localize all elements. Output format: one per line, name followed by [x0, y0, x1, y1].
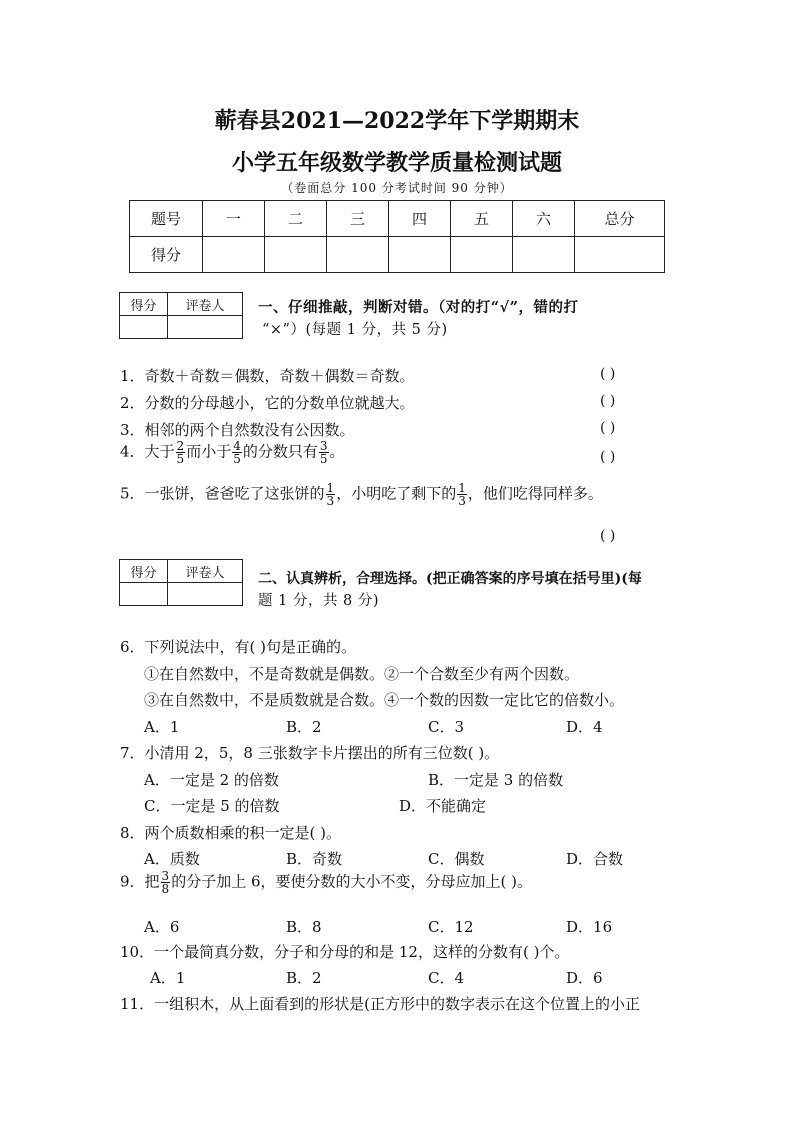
q9-text-a: 9．把 [120, 872, 160, 891]
score-cell: 二 [265, 201, 327, 237]
score-input-cell[interactable] [513, 237, 575, 273]
question-5 [120, 482, 603, 507]
section2-heading-line2: 题 1 分，共 8 分) [258, 593, 380, 609]
fraction-denominator: 5 [233, 452, 241, 466]
option-b[interactable]: B．一定是 3 的倍数 [428, 771, 564, 789]
question-7: 7．小清用 2，5，8 三张数字卡片摆出的所有三位数( )。 [120, 744, 500, 762]
fraction-numerator: 3 [161, 869, 170, 883]
fraction-numerator: 1 [326, 481, 335, 495]
answer-paren-3[interactable]: ( ) [600, 420, 616, 436]
grader-name-label: 评卷人 [168, 560, 243, 583]
fraction-3-8 [161, 870, 171, 895]
grader-score-label: 得分 [120, 293, 168, 316]
q4-text-c: 的分数只有 [242, 442, 318, 461]
section1-heading-line2: “×”）(每题 1 分，共 5 分) [262, 322, 448, 338]
fraction-numerator: 3 [319, 439, 328, 453]
grader-name-label: 评卷人 [168, 293, 243, 316]
q6-statements-1: ①在自然数中，不是奇数就是偶数。②一个合数至少有两个因数。 [144, 665, 580, 683]
option-c[interactable]: C．12 [428, 918, 474, 936]
score-cell: 得分 [130, 237, 203, 273]
question-3: 3．相邻的两个自然数没有公因数。 [120, 421, 355, 439]
grader-score-input[interactable] [120, 316, 168, 339]
grader-name-input[interactable] [168, 316, 243, 339]
fraction-denominator: 5 [319, 452, 328, 466]
question-6: 6．下列说法中，有( )句是正确的。 [120, 638, 357, 656]
exam-title-line2: 小学五年级数学教学质量检测试题 [231, 150, 562, 176]
grader-score-input[interactable] [120, 583, 168, 606]
fraction-denominator: 8 [161, 882, 170, 896]
answer-paren-2[interactable]: ( ) [600, 393, 616, 409]
fraction-4-5 [232, 440, 242, 465]
q4-text-b: 而小于 [186, 442, 232, 461]
option-b[interactable]: B．奇数 [286, 850, 343, 868]
option-d[interactable]: D．4 [566, 718, 603, 736]
q5-text-a: 5．一张饼，爸爸吃了这张饼的 [120, 484, 325, 503]
option-a[interactable]: A．质数 [144, 850, 200, 868]
score-cell: 六 [513, 201, 575, 237]
option-d[interactable]: D．不能确定 [399, 797, 487, 815]
option-d[interactable]: D．6 [566, 969, 603, 987]
answer-paren-4[interactable]: ( ) [600, 449, 616, 465]
fraction-numerator: 2 [176, 439, 185, 453]
fraction-denominator: 3 [326, 494, 335, 508]
option-c[interactable]: C．4 [428, 969, 465, 987]
question-9 [120, 870, 532, 895]
question-10: 10．一个最简真分数，分子和分母的和是 12，这样的分数有( )个。 [120, 943, 570, 961]
fraction-1-3 [457, 482, 467, 507]
q5-text-c: ，他们吃得同样多。 [467, 484, 603, 503]
q4-text-a: 4．大于 [120, 442, 175, 461]
score-cell: 一 [203, 201, 265, 237]
q9-text-b: 的分子加上 6，要使分数的大小不变，分母应加上( )。 [171, 872, 532, 891]
question-1: 1．奇数＋奇数＝偶数，奇数＋偶数＝奇数。 [120, 367, 415, 385]
option-a[interactable]: A．6 [144, 918, 180, 936]
option-a[interactable]: A．1 [144, 718, 180, 736]
q6-statements-2: ③在自然数中，不是质数就是合数。④一个数的因数一定比它的倍数小。 [144, 691, 625, 709]
question-4 [120, 440, 345, 465]
score-input-cell[interactable] [575, 237, 665, 273]
option-a[interactable]: A．一定是 2 的倍数 [144, 771, 279, 789]
answer-paren-5[interactable]: ( ) [600, 528, 616, 544]
score-table [129, 200, 665, 273]
option-c[interactable]: C．一定是 5 的倍数 [144, 797, 280, 815]
score-input-cell[interactable] [327, 237, 389, 273]
grader-name-input[interactable] [168, 583, 243, 606]
score-cell: 四 [389, 201, 451, 237]
option-a[interactable]: A．1 [150, 969, 186, 987]
exam-subtitle: （卷面总分 100 分考试时间 90 分钟） [281, 181, 513, 195]
score-input-cell[interactable] [389, 237, 451, 273]
option-b[interactable]: B．8 [286, 918, 322, 936]
score-input-cell[interactable] [203, 237, 265, 273]
score-cell: 总分 [575, 201, 665, 237]
answer-paren-1[interactable]: ( ) [600, 366, 616, 382]
option-d[interactable]: D．合数 [566, 850, 624, 868]
fraction-3-5 [319, 440, 329, 465]
grader-box-section1 [119, 292, 243, 339]
score-cell: 三 [327, 201, 389, 237]
section2-heading: 二、认真辨析，合理选择。(把正确答案的序号填在括号里)(每 [258, 571, 642, 587]
option-b[interactable]: B．2 [286, 718, 322, 736]
fraction-numerator: 4 [233, 439, 241, 453]
question-8: 8．两个质数相乘的积一定是( )。 [120, 824, 342, 842]
section1-heading: 一、仔细推敲，判断对错。（对的打“√”，错的打 [258, 299, 579, 316]
question-2: 2．分数的分母越小，它的分数单位就越大。 [120, 394, 415, 412]
exam-title-line1: 蕲春县2021—2022学年下学期期末 [214, 108, 580, 134]
score-cell: 五 [451, 201, 513, 237]
score-table-score-row [130, 237, 665, 273]
score-cell: 题号 [130, 201, 203, 237]
fraction-numerator: 1 [458, 481, 466, 495]
fraction-denominator: 3 [458, 494, 466, 508]
score-input-cell[interactable] [265, 237, 327, 273]
option-b[interactable]: B．2 [286, 969, 322, 987]
grader-score-label: 得分 [120, 560, 168, 583]
question-11: 11．一组积木，从上面看到的形状是(正方形中的数字表示在这个位置上的小正 [120, 995, 640, 1013]
fraction-2-5 [176, 440, 186, 465]
score-input-cell[interactable] [451, 237, 513, 273]
option-d[interactable]: D．16 [566, 918, 613, 936]
q4-text-d: 。 [329, 442, 345, 461]
grader-box-section2 [119, 559, 243, 606]
score-table-header-row [130, 201, 665, 237]
fraction-1-3 [326, 482, 336, 507]
option-c[interactable]: C．偶数 [428, 850, 485, 868]
q5-text-b: ，小明吃了剩下的 [336, 484, 457, 503]
option-c[interactable]: C．3 [428, 718, 465, 736]
fraction-denominator: 5 [176, 452, 185, 466]
